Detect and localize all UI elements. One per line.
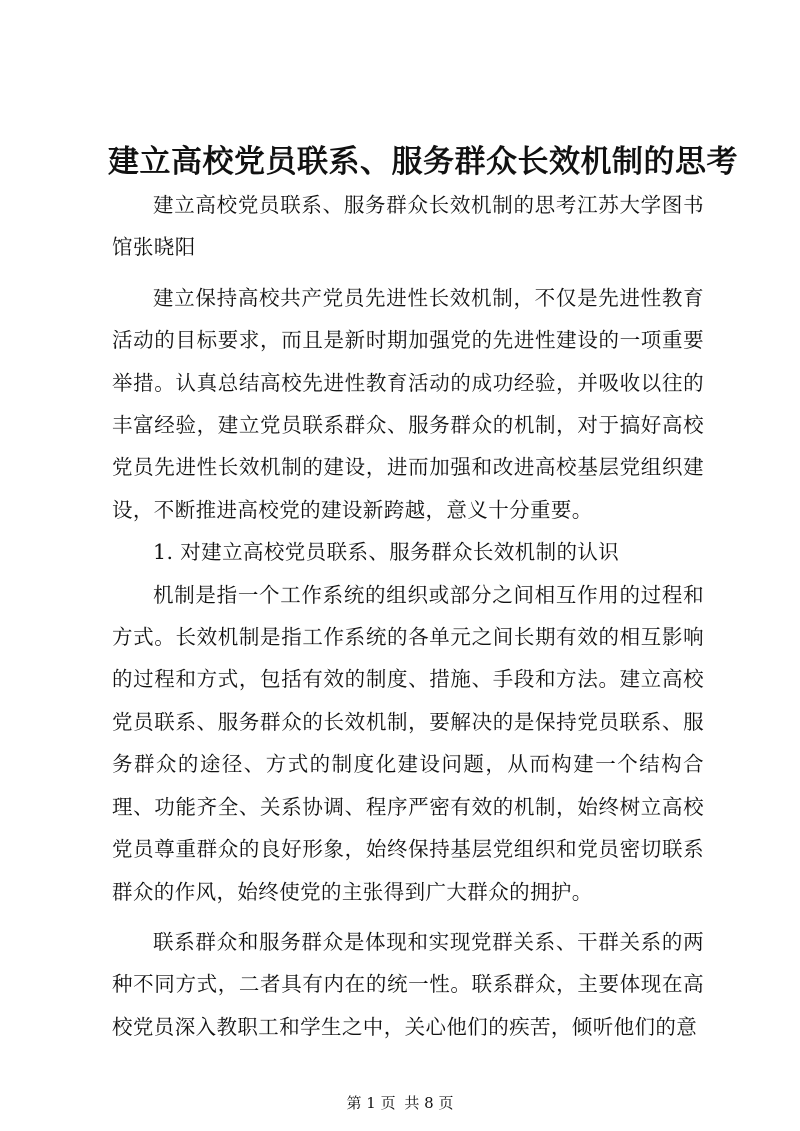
paragraph-mechanism: 机制是指一个工作系统的组织或部分之间相互作用的过程和方式。长效机制是指工作系统的各单元之间长期有效的相互影响的过程和方式，包括有效的制度、措施、手段和方法。建立高校党员联系、服务群众的长效机制，要解决的是保持党员联系、服务群众的途径、方式的制度化建设问题，从而构建一个结构合理、功能齐全、关系协调、程序严密有效的机制，始终树立高校党员尊重群众的良好形象，始终保持基层党组织和党员密切联系群众的作风，始终使党的主张得到广大群众的拥护。	[112, 582, 704, 904]
paragraph-relations: 联系群众和服务群众是体现和实现党群关系、干群关系的两种不同方式，二者具有内在的统一性。联系群众，主要体现在高校党员深入教职工和学生之中，关心他们的疾苦，倾听他们的意	[112, 929, 704, 1039]
paragraph-byline: 建立高校党员联系、服务群众长效机制的思考江苏大学图书馆张晓阳	[112, 193, 704, 260]
document-title: 建立高校党员联系、服务群众长效机制的思考	[108, 144, 738, 180]
paragraph-intro: 建立保持高校共产党员先进性长效机制，不仅是先进性教育活动的目标要求，而且是新时期加强党的先进性建设的一项重要举措。认真总结高校先进性教育活动的成功经验，并吸收以往的丰富经验，建立党员联系群众、服务群众的机制，对于搞好高校党员先进性长效机制的建设，进而加强和改进高校基层党组织建设，不断推进高校党的建设新跨越，意义十分重要。	[112, 285, 704, 522]
section-heading: 1. 对建立高校党员联系、服务群众长效机制的认识	[153, 540, 620, 565]
document-body	[112, 184, 704, 1048]
page-footer	[0, 1093, 800, 1113]
page-total: 共 8 页	[404, 1094, 454, 1112]
page-number: 第 1 页	[346, 1094, 396, 1112]
